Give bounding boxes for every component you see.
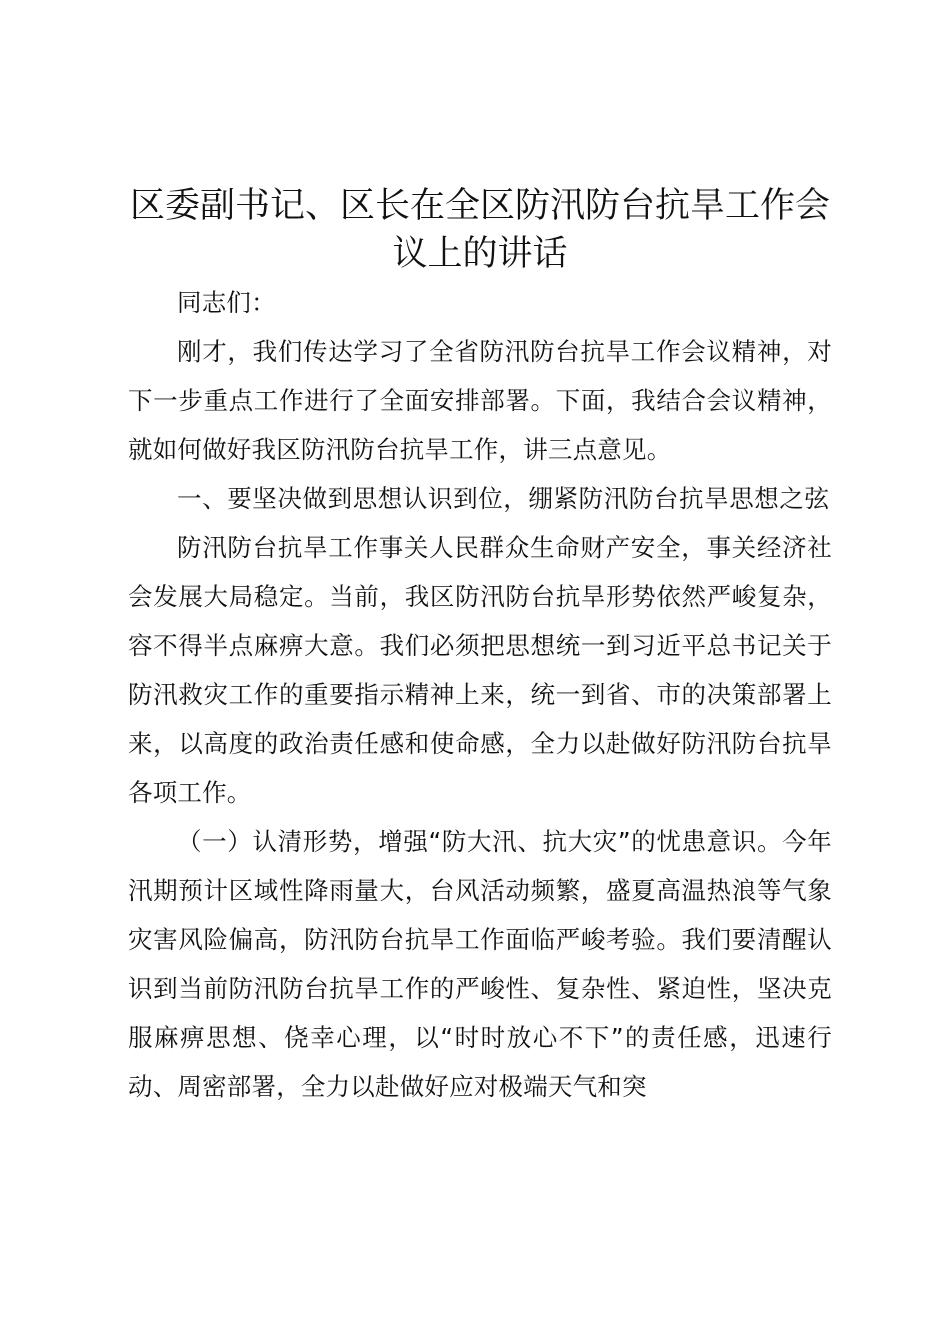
paragraph-intro: 刚才，我们传达学习了全省防汛防台抗旱工作会议精神，对下一步重点工作进行了全面安排部署。下面，我结合会议精神，就如何做好我区防汛防台抗旱工作，讲三点意见。	[128, 337, 832, 464]
document-title: 区委副书记、区长在全区防汛防台抗旱工作会议上的讲话	[129, 186, 830, 274]
paragraph-body-1: 防汛防台抗旱工作事关人民群众生命财产安全，事关经济社会发展大局稳定。当前，我区防汛防台抗旱形势依然严峻复杂，容不得半点麻痹大意。我们必须把思想统一到习近平总书记关于防汛救灾工作的重要指示精神上来，统一到省、市的决策部署上来，以高度的政治责任感和使命感，全力以赴做好防汛防台抗旱各项工作。	[128, 533, 832, 807]
paragraph-body-2: （一）认清形势，增强“防大汛、抗大灾”的忧患意识。今年汛期预计区域性降雨量大，台风活动频繁，盛夏高温热浪等气象灾害风险偏高，防汛防台抗旱工作面临严峻考验。我们要清醒认识到当前防汛防台抗旱工作的严峻性、复杂性、紧迫性，坚决克服麻痹思想、侥幸心理，以“时时放心不下”的责任感，迅速行动、周密部署，全力以赴做好应对极端天气和突	[128, 827, 832, 1101]
salutation: 同志们：	[177, 288, 276, 317]
section-heading-1: 一、要坚决做到思想认识到位，绷紧防汛防台抗旱思想之弦	[177, 484, 830, 513]
document-page	[128, 182, 832, 1111]
